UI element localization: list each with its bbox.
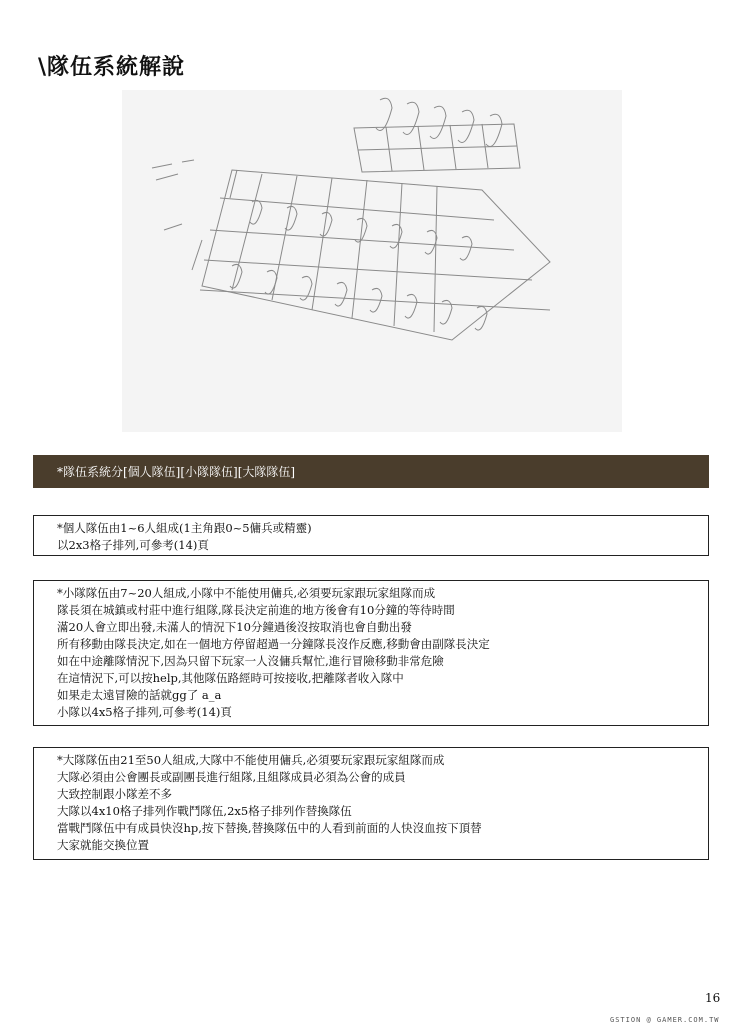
section-line: *小隊隊伍由7~20人組成,小隊中不能使用傭兵,必須要玩家跟玩家組隊而成 xyxy=(57,586,436,600)
section-line: 所有移動由隊長決定,如在一個地方停留超過一分鐘隊長沒作反應,移動會由副隊長決定 xyxy=(57,637,490,651)
section-line: *大隊隊伍由21至50人組成,大隊中不能使用傭兵,必須要玩家跟玩家組隊而成 xyxy=(57,753,445,767)
large-team-section xyxy=(33,747,709,860)
section-line: 以2x3格子排列,可參考(14)頁 xyxy=(57,538,209,552)
section-line: 隊長須在城鎮或村莊中進行組隊,隊長決定前進的地方後會有10分鐘的等待時間 xyxy=(57,603,455,617)
team-system-banner xyxy=(33,455,709,488)
small-team-section xyxy=(33,580,709,726)
section-line: 小隊以4x5格子排列,可參考(14)頁 xyxy=(57,705,232,719)
section-line: 大隊必須由公會團長或副團長進行組隊,且組隊成員必須為公會的成員 xyxy=(57,770,406,784)
watermark: GSTION @ GAMER.COM.TW xyxy=(610,1016,720,1024)
formation-sketch-image xyxy=(122,90,622,432)
section-line: 大隊以4x10格子排列作戰鬥隊伍,2x5格子排列作替換隊伍 xyxy=(57,804,352,818)
section-line: 在這情況下,可以按help,其他隊伍路經時可按接收,把離隊者收入隊中 xyxy=(57,671,404,685)
section-line: 大致控制跟小隊差不多 xyxy=(57,787,172,801)
section-line: *個人隊伍由1~6人組成(1主角跟0~5傭兵或精靈) xyxy=(57,521,312,535)
banner-text: *隊伍系統分[個人隊伍][小隊隊伍][大隊隊伍] xyxy=(57,465,296,479)
section-line: 滿20人會立即出發,未滿人的情況下10分鐘過後沒按取消也會自動出發 xyxy=(57,620,412,634)
page-number: 16 xyxy=(705,991,721,1005)
formation-sketch-drawing xyxy=(122,90,622,432)
section-line: 如果走太遠冒險的話就gg了 a_a xyxy=(57,688,222,702)
section-line: 如在中途離隊情況下,因為只留下玩家一人沒傭兵幫忙,進行冒險移動非常危險 xyxy=(57,654,444,668)
page-title: \隊伍系統解說 xyxy=(38,55,186,80)
section-line: 當戰鬥隊伍中有成員快沒hp,按下替換,替換隊伍中的人看到前面的人快沒血按下頂替 xyxy=(57,821,482,835)
section-line: 大家就能交換位置 xyxy=(57,838,149,852)
personal-team-section xyxy=(33,515,709,556)
